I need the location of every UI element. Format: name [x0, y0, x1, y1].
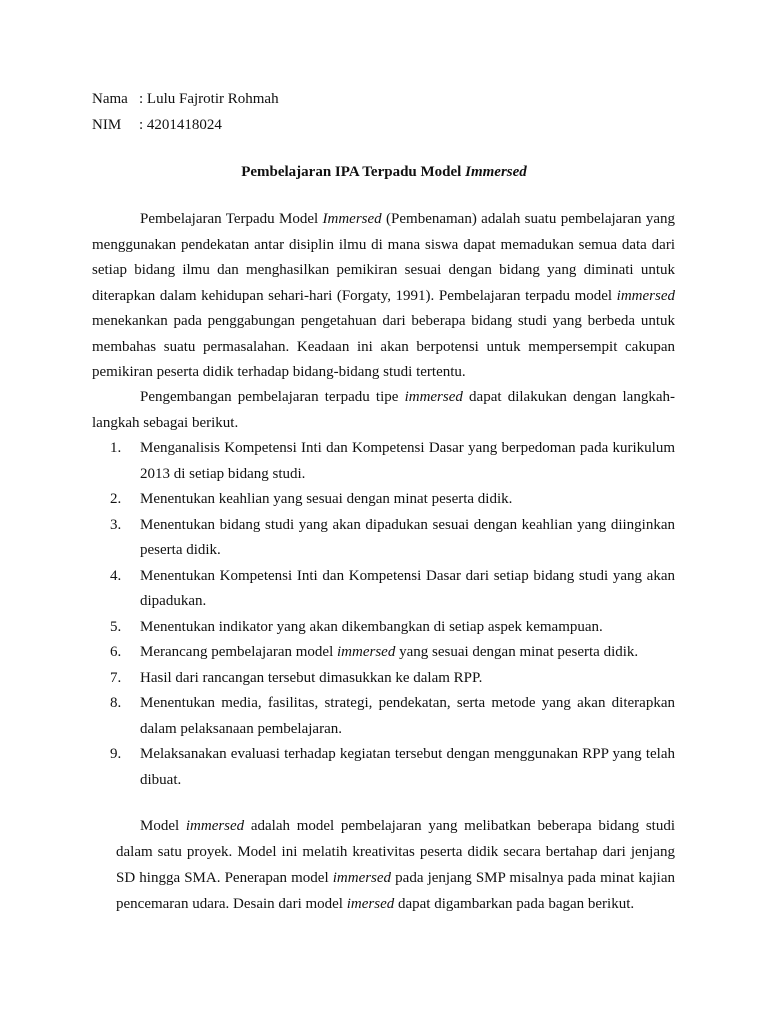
paragraph-development — [92, 385, 675, 436]
p1-text-2: (Pembenaman) adalah suatu pembelajaran yang menggunakan pendekatan antar disiplin ilmu di mana siswa dapat memadukan semua data dari setiap bidang ilmu dan menghasilkan pemikiran sesuai dengan bidang yang diminati untuk diterapkan dalam kehidupan sehari-hari (Forgaty, 1991). Pembelajaran terpadu model — [92, 211, 675, 304]
step-number: 3. — [110, 516, 122, 533]
steps-list — [92, 436, 675, 793]
p1-text-1: Pembelajaran Terpadu Model — [140, 211, 323, 227]
list-item — [92, 640, 675, 666]
p1-italic-2: immersed — [616, 287, 675, 304]
step-number: 1. — [110, 440, 122, 456]
step-text: Menentukan media, fasilitas, strategi, pendekatan, serta metode yang akan diterapkan dalam pelaksanaan pembelajaran. — [140, 695, 675, 737]
nim-value: : 4201418024 — [139, 117, 222, 133]
step-number: 4. — [110, 567, 122, 584]
p1-text-3: menekankan pada penggabungan pengetahuan dari beberapa bidang studi yang berbeda untuk membahas suatu permasalahan. Keadaan ini akan berpotensi untuk mempersempit cakupan pemikiran peserta didik terhadap bidang-bidang studi tertentu. — [92, 313, 675, 380]
list-item — [92, 436, 675, 487]
list-item — [92, 691, 675, 742]
name-row — [92, 86, 279, 112]
step-number: 9. — [110, 746, 122, 762]
name-label: Nama — [92, 91, 128, 107]
list-item — [92, 564, 675, 615]
list-item — [92, 742, 675, 793]
nim-row — [92, 112, 279, 138]
p3-italic-1: immersed — [185, 818, 245, 834]
list-item — [92, 666, 675, 692]
p3-italic-2: immersed — [332, 870, 392, 886]
list-item — [92, 615, 675, 641]
paragraph-definition — [92, 207, 675, 386]
step-text: Menganalisis Kompetensi Inti dan Kompetensi Dasar yang berpedoman pada kurikulum 2013 di setiap bidang studi. — [140, 440, 675, 482]
step-text: Menentukan bidang studi yang akan dipadukan sesuai dengan keahlian yang diinginkan peserta didik. — [140, 516, 675, 558]
step-text: Merancang pembelajaran model immersed yang sesuai dengan minat peserta didik. — [140, 644, 639, 660]
p2-text-2: dapat dilakukan dengan langkah-langkah sebagai berikut. — [92, 389, 675, 431]
name-value: : Lulu Fajrotir Rohmah — [139, 91, 279, 107]
step-number: 2. — [110, 491, 122, 507]
title-main: Pembelajaran IPA Terpadu Model — [241, 164, 466, 180]
step-number: 8. — [110, 695, 122, 711]
p3-text-4: dapat digambarkan pada bagan berikut. — [394, 896, 635, 912]
list-item — [92, 513, 675, 564]
step-number: 5. — [110, 618, 122, 635]
step-number: 6. — [110, 644, 122, 660]
p2-italic-1: immersed — [404, 389, 463, 405]
p2-text-1: Pengembangan pembelajaran terpadu tipe — [140, 389, 405, 405]
step-text: Hasil dari rancangan tersebut dimasukkan ke dalam RPP. — [140, 669, 483, 686]
paragraph-model-description — [116, 813, 675, 917]
p3-text-3: pada jenjang SMP misalnya pada minat kajian pencemaran udara. Desain dari model — [116, 870, 675, 912]
step-text: Menentukan indikator yang akan dikembangkan di setiap aspek kemampuan. — [140, 618, 603, 635]
step-number: 7. — [110, 669, 122, 686]
p3-text-1: Model — [140, 818, 186, 834]
title-italic: Immersed — [465, 164, 527, 180]
document-title — [0, 160, 768, 184]
p3-italic-3: imersed — [346, 896, 395, 912]
step-text: Melaksanakan evaluasi terhadap kegiatan tersebut dengan menggunakan RPP yang telah dibuat. — [140, 746, 675, 788]
student-info — [92, 86, 279, 138]
p3-text-2: adalah model pembelajaran yang melibatkan beberapa bidang studi dalam satu proyek. Model ini melatih kreativitas peserta didik secara bertahap dari jenjang SD hingga SMA. Penerapan model — [116, 818, 676, 886]
step-text: Menentukan keahlian yang sesuai dengan minat peserta didik. — [140, 491, 513, 507]
nim-label: NIM — [92, 117, 122, 133]
step-text: Menentukan Kompetensi Inti dan Kompetensi Dasar dari setiap bidang studi yang akan dipadukan. — [140, 567, 675, 609]
list-item — [92, 487, 675, 513]
p1-italic-1: Immersed — [322, 211, 382, 227]
